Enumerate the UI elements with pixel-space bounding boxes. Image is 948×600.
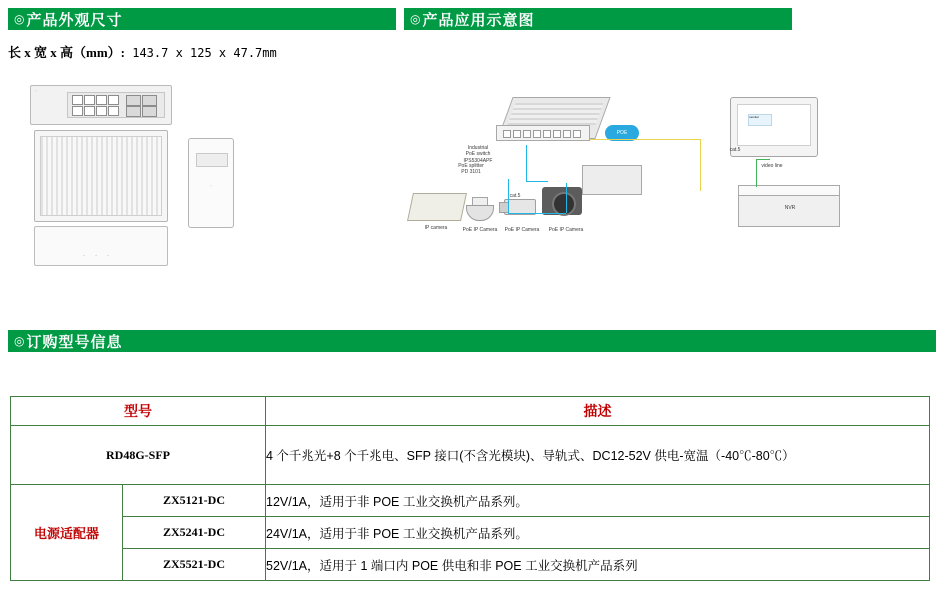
diagram-switch-label	[448, 145, 508, 164]
switch-side-view	[188, 138, 234, 228]
diagram-port-icon	[533, 130, 541, 138]
row-model: ZX5521-DC	[123, 549, 266, 581]
diagram-cable-green	[756, 159, 770, 160]
diagram-switch-label-line1: Industrial	[467, 145, 489, 151]
product-photo-group	[20, 80, 270, 290]
table-header-row	[11, 397, 930, 426]
monitor-screen	[737, 104, 811, 146]
row-desc: 4 个千兆光+8 个千兆电、SFP 接口(不含光模块)、导轨式、DC12-52V 供电-宽温（-40℃-80℃）	[266, 426, 930, 485]
diagram-switch-label-line2: PoE switch	[465, 151, 491, 158]
sfp-port-icon	[126, 95, 141, 106]
ethernet-port-icon	[96, 95, 107, 105]
diagram-port-icon	[503, 130, 511, 138]
row-desc: 24V/1A，适用于非 POE 工业交换机产品系列。	[266, 517, 930, 549]
section-bullet-icon: ◎	[410, 12, 421, 26]
section-title-ordering: 订购型号信息	[26, 332, 123, 351]
diagram-video-line-label: video line	[761, 163, 783, 169]
heatsink-fins	[40, 136, 162, 216]
diagram-cam3-label: PoE IP Camera	[548, 227, 584, 233]
section-bullet-icon: ◎	[14, 334, 25, 348]
section-title-dimensions: 产品外观尺寸	[26, 10, 123, 29]
ethernet-port-icon	[72, 95, 83, 105]
diagram-cam2-label: PoE IP Camera	[504, 227, 540, 233]
ethernet-port-icon	[72, 106, 83, 116]
switch-vent-rows	[507, 103, 603, 125]
diagram-cat5-left-label: cat.5	[509, 193, 521, 199]
ethernet-port-icon	[84, 106, 95, 116]
poe-badge: POE	[605, 125, 639, 141]
section-title-application: 产品应用示意图	[422, 10, 535, 29]
dimension-line	[8, 42, 277, 61]
side-view-caption: ▫	[210, 183, 212, 188]
dimension-label: 长 x 宽 x 高（mm）:	[8, 45, 125, 60]
product-label-sticker	[196, 153, 228, 167]
diagram-cat5-right-label: cat.5	[729, 147, 741, 153]
ethernet-port-icon	[96, 106, 107, 116]
diagram-cable	[508, 179, 509, 213]
switch-bottom-view	[34, 226, 168, 266]
diagram-poe-splitter	[582, 165, 642, 195]
diagram-splitter-label-line2: PD 3101	[461, 169, 481, 176]
row-model: RD48G-SFP	[11, 426, 266, 485]
row-model: ZX5121-DC	[123, 485, 266, 517]
ethernet-port-icon	[84, 95, 95, 105]
diagram-splitter-label-line1: PoE splitter	[458, 163, 484, 169]
diagram-cable	[526, 145, 527, 181]
sfp-port-icon	[126, 106, 141, 117]
table-header-desc: 描述	[266, 397, 930, 426]
diagram-cable-yellow	[590, 139, 700, 140]
diagram-cable	[526, 181, 548, 182]
dimension-value: 143.7 x 125 x 47.7mm	[132, 46, 277, 60]
table-row	[11, 485, 930, 517]
switch-port-panel	[67, 92, 165, 118]
diagram-ip-camera-label: IP camera	[424, 225, 448, 231]
ethernet-port-icon	[108, 106, 119, 116]
diagram-ptz-dome-camera	[466, 195, 492, 221]
diagram-poe-switch-front	[496, 125, 590, 141]
diagram-ip-camera-box	[407, 193, 467, 221]
diagram-port-icon	[543, 130, 551, 138]
diagram-cable-green	[756, 159, 757, 187]
switch-front-view	[34, 130, 168, 222]
section-bullet-icon: ◎	[14, 12, 25, 26]
section-header-ordering	[8, 330, 936, 352]
table-row	[11, 549, 930, 581]
row-group-label-power-adapter: 电源适配器	[11, 485, 123, 581]
sfp-port-icon	[142, 95, 157, 106]
section-header-application	[404, 8, 792, 30]
diagram-cable-yellow	[700, 139, 701, 191]
photo-tick: ▫	[35, 88, 37, 93]
diagram-port-icon	[563, 130, 571, 138]
monitor-thumbnail: monitor	[748, 114, 772, 126]
diagram-switch-label-line3: IPS5304APF	[463, 157, 493, 164]
diagram-port-icon	[523, 130, 531, 138]
application-diagram	[400, 75, 940, 290]
diagram-box-camera	[542, 187, 582, 215]
diagram-port-icon	[573, 130, 581, 138]
diagram-nvr-label: NVR	[784, 205, 796, 211]
row-model: ZX5241-DC	[123, 517, 266, 549]
diagram-cam1-label: PoE IP Camera	[462, 227, 498, 233]
row-desc: 12V/1A，适用于非 POE 工业交换机产品系列。	[266, 485, 930, 517]
ethernet-port-icon	[108, 95, 119, 105]
section-header-dimensions	[8, 8, 396, 30]
sfp-port-icon	[142, 106, 157, 117]
ptz-dome	[466, 205, 494, 221]
diagram-port-icon	[513, 130, 521, 138]
bottom-screws: ◦◦◦	[83, 253, 119, 259]
switch-top-view	[30, 85, 172, 125]
diagram-port-icon	[553, 130, 561, 138]
table-header-model: 型号	[11, 397, 266, 426]
diagram-cable	[566, 183, 567, 213]
table-row	[11, 426, 930, 485]
diagram-cable	[508, 213, 566, 214]
table-row	[11, 517, 930, 549]
row-desc: 52V/1A，适用于 1 端口内 POE 供电和非 POE 工业交换机产品系列	[266, 549, 930, 581]
diagram-splitter-label	[440, 163, 502, 176]
ordering-table	[10, 396, 930, 581]
